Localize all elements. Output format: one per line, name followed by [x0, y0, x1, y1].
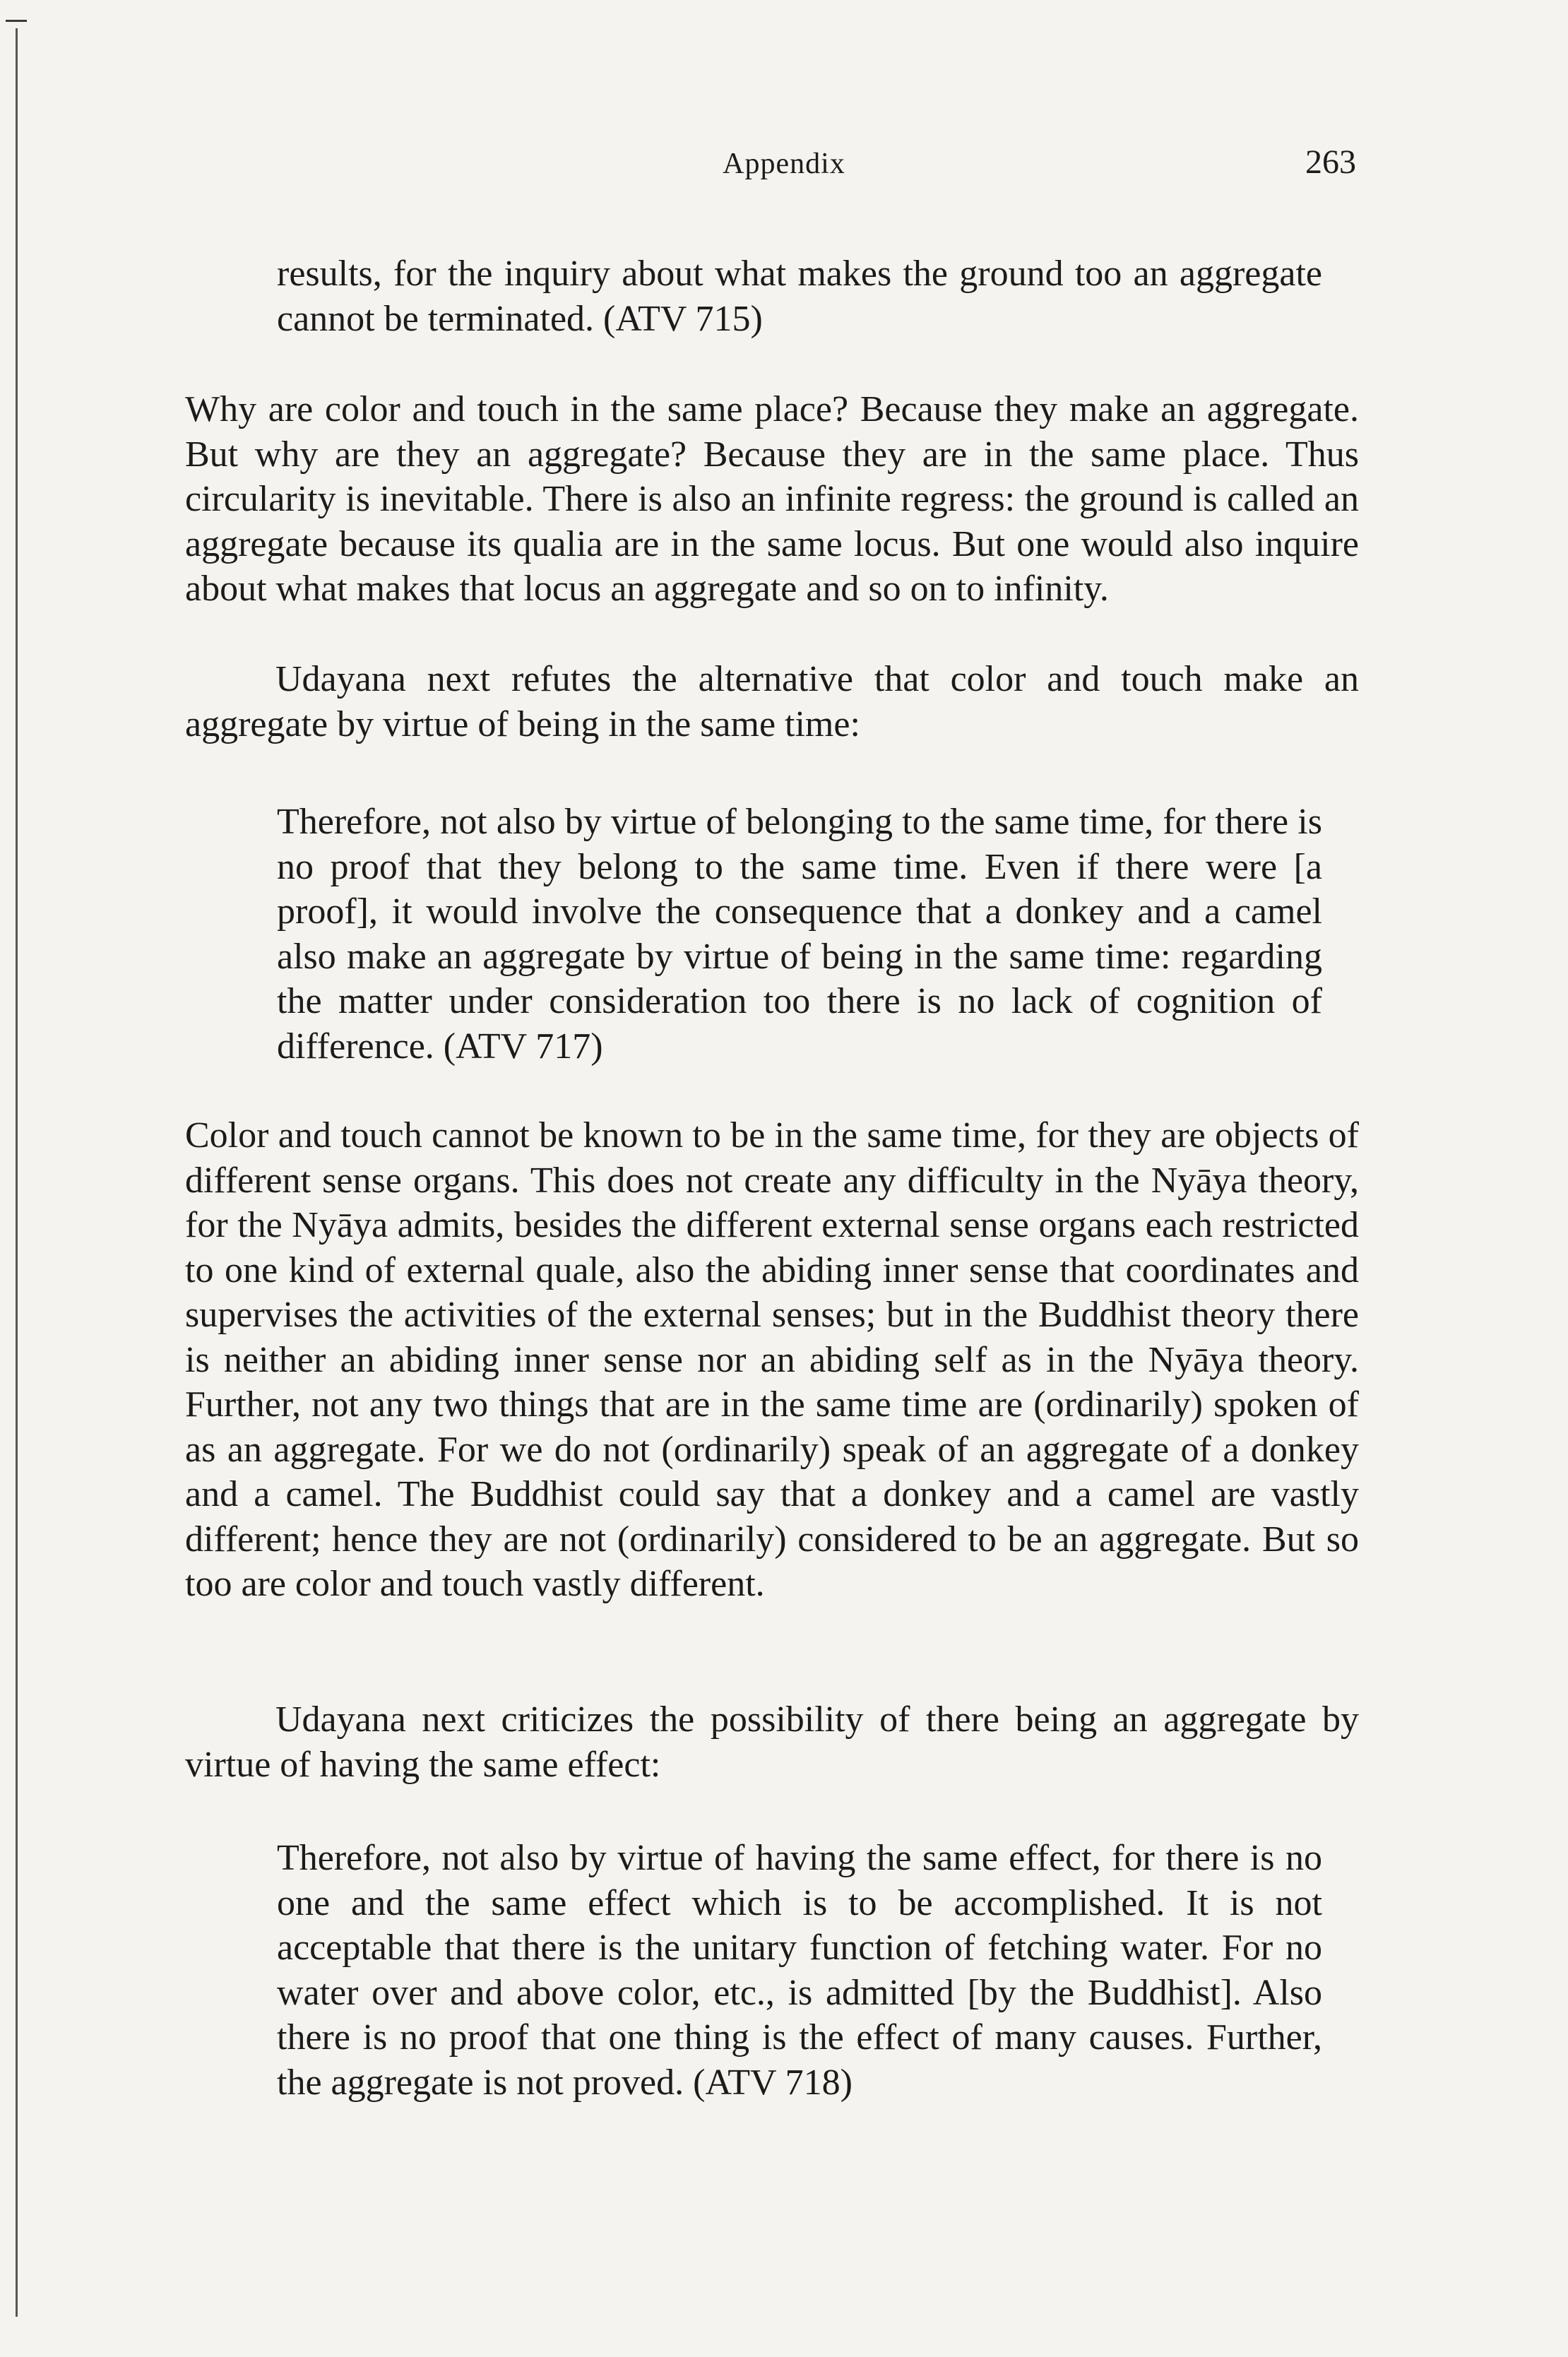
paragraph-4: [185, 1697, 1359, 1787]
binding-edge-line: [16, 28, 18, 2317]
binding-edge-tick: [6, 20, 27, 22]
block-quote-1-text: results, for the inquiry about what makes the ground too an aggregate cannot be terminated. (ATV 715): [277, 254, 1322, 339]
running-title: Appendix: [723, 148, 845, 180]
paragraph-1-text: Why are color and touch in the same place? Because they make an aggregate. But why are they an aggregate? Because they are in the same place. Thus circularity is inevitable. There is also an infinite regress: the ground is called an aggregate because its qualia are in the same locus. But one would also inquire about what makes that locus an aggregate and so on to infinity.: [185, 389, 1359, 609]
paragraph-1: [185, 387, 1359, 612]
page-number: 263: [1305, 143, 1356, 181]
running-head: [0, 143, 1568, 189]
block-quote-3: [277, 1836, 1322, 2105]
paragraph-2-text: Udayana next refutes the alternative that color and touch make an aggregate by virtue of being in the same time:: [185, 659, 1359, 744]
paragraph-4-text: Udayana next criticizes the possibility of there being an aggregate by virtue of having the same effect:: [185, 1699, 1359, 1785]
block-quote-2-text: Therefore, not also by virtue of belonging to the same time, for there is no proof that they belong to the same time. Even if there were [a proof], it would involve the consequence that a donkey and a camel also make an aggregate by virtue of being in the same time: regarding the matter under consideration too there is no lack of cognition of difference. (ATV 717): [277, 802, 1322, 1067]
paragraph-2: [185, 657, 1359, 747]
block-quote-2: [277, 800, 1322, 1069]
paragraph-3: [185, 1113, 1359, 1607]
block-quote-1: [277, 251, 1322, 341]
block-quote-3-text: Therefore, not also by virtue of having the same effect, for there is no one and the same effect which is to be accomplished. It is not acceptable that there is the unitary function of fetching water. For no water over and above color, etc., is admitted [by the Buddhist]. Also there is no proof that one thing is the effect of many causes. Further, the aggregate is not proved. (ATV 718): [277, 1838, 1322, 2103]
paragraph-3-text: Color and touch cannot be known to be in the same time, for they are objects of different sense organs. This does not create any difficulty in the Nyāya theory, for the Nyāya admits, besides the different external sense organs each restricted to one kind of external quale, also the abiding inner sense that coordinates and supervises the activities of the external senses; but in the Buddhist theory there is neither an abiding inner sense nor an abiding self as in the Nyāya theory. Further, not any two things that are in the same time are (ordinarily) spoken of as an aggregate. For we do not (ordinarily) speak of an aggregate of a donkey and a camel. The Buddhist could say that a donkey and a camel are vastly different; hence they are not (ordinarily) considered to be an aggregate. But so too are color and touch vastly different.: [185, 1115, 1359, 1604]
